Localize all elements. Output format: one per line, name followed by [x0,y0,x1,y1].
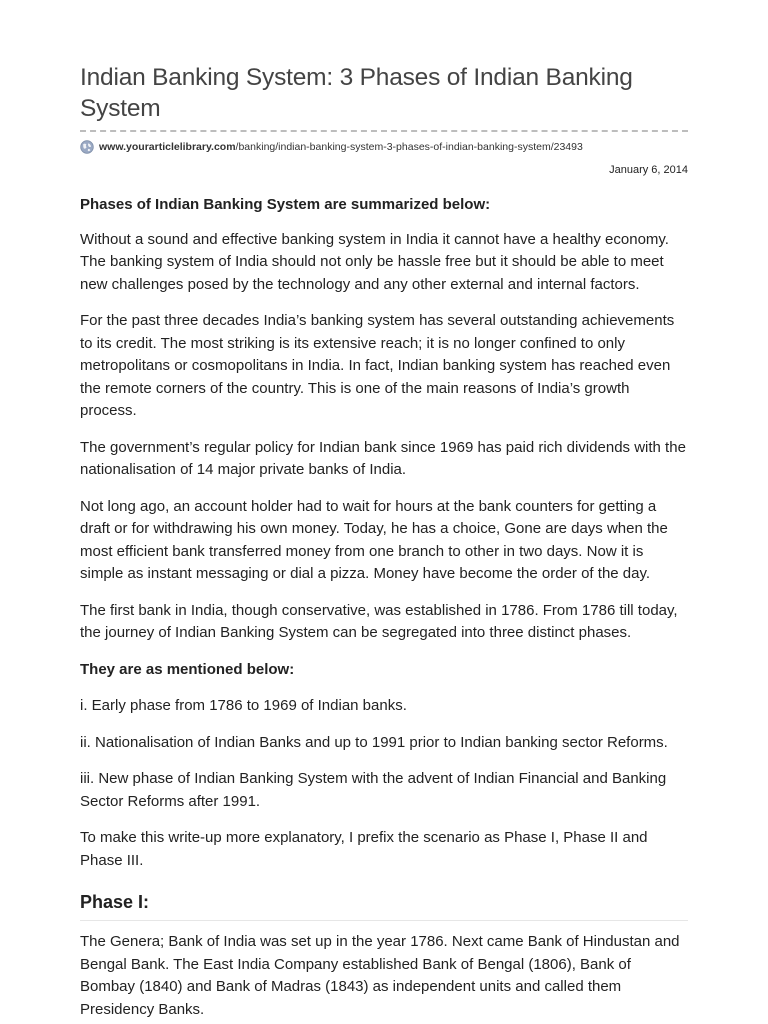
phase-list-item-1: i. Early phase from 1786 to 1969 of Indian banks. [80,697,407,714]
publish-date: January 6, 2014 [609,164,688,176]
phase-1-divider [80,920,688,921]
source-domain: www.yourarticlelibrary.com [99,141,236,153]
paragraph-4: Not long ago, an account holder had to wait for hours at the bank counters for getting a draft or for withdrawing his own money. Today, he has a choice, Gone are days when the most efficient bank transferred money from one branch to other in two days. Now it is simple as instant messaging or dial a pizza. Money have become the order of the day. [80,497,668,582]
phase-1-heading: Phase I: [80,892,150,912]
intro-heading: Phases of Indian Banking System are summarized below: [80,196,491,213]
closing-paragraph: To make this write-up more explanatory, I prefix the scenario as Phase I, Phase II and Phase III. [80,829,648,869]
paragraph-3: The government’s regular policy for Indian bank since 1969 has paid rich dividends with the nationalisation of 14 major private banks of India. [80,438,686,478]
paragraph-2: For the past three decades India’s banking system has several outstanding achievements to its credit. The most striking is its extensive reach; it is no longer confined to only metropolitans or cosmopolitans in India. In fact, Indian banking system has reached even the remote corners of the country. This is one of the main reasons of India’s growth process. [80,312,675,419]
paragraph-5: The first bank in India, though conservative, was established in 1786. From 1786 till today, the journey of Indian Banking System can be segregated into three distinct phases. [80,601,678,641]
phase-list-item-2: ii. Nationalisation of Indian Banks and up to 1991 prior to Indian banking sector Reforms. [80,733,668,751]
source-line [80,139,688,155]
source-path: /banking/indian-banking-system-3-phases-of-indian-banking-system/23493 [235,141,583,153]
phase-1-paragraph: The Genera; Bank of India was set up in the year 1786. Next came Bank of Hindustan and Bengal Bank. The East India Company established Bank of Bengal (1806), Bank of Bombay (1840) and Bank of Madras (1843) as independent units and called them Presidency Banks. [80,933,680,1018]
title-divider [80,130,688,132]
article-page [80,0,688,1021]
article-title: Indian Banking System: 3 Phases of Indian Banking System [80,64,633,122]
mentioned-heading: They are as mentioned below: [80,660,295,678]
phase-list-item-3: iii. New phase of Indian Banking System with the advent of Indian Financial and Banking Sector Reforms after 1991. [80,770,667,810]
paragraph-1: Without a sound and effective banking system in India it cannot have a healthy economy. The banking system of India should not only be hassle free but it should be able to meet new challenges posed by the technology and any other external and internal factors. [80,230,669,293]
source-link[interactable] [99,141,583,153]
globe-icon [80,140,94,154]
